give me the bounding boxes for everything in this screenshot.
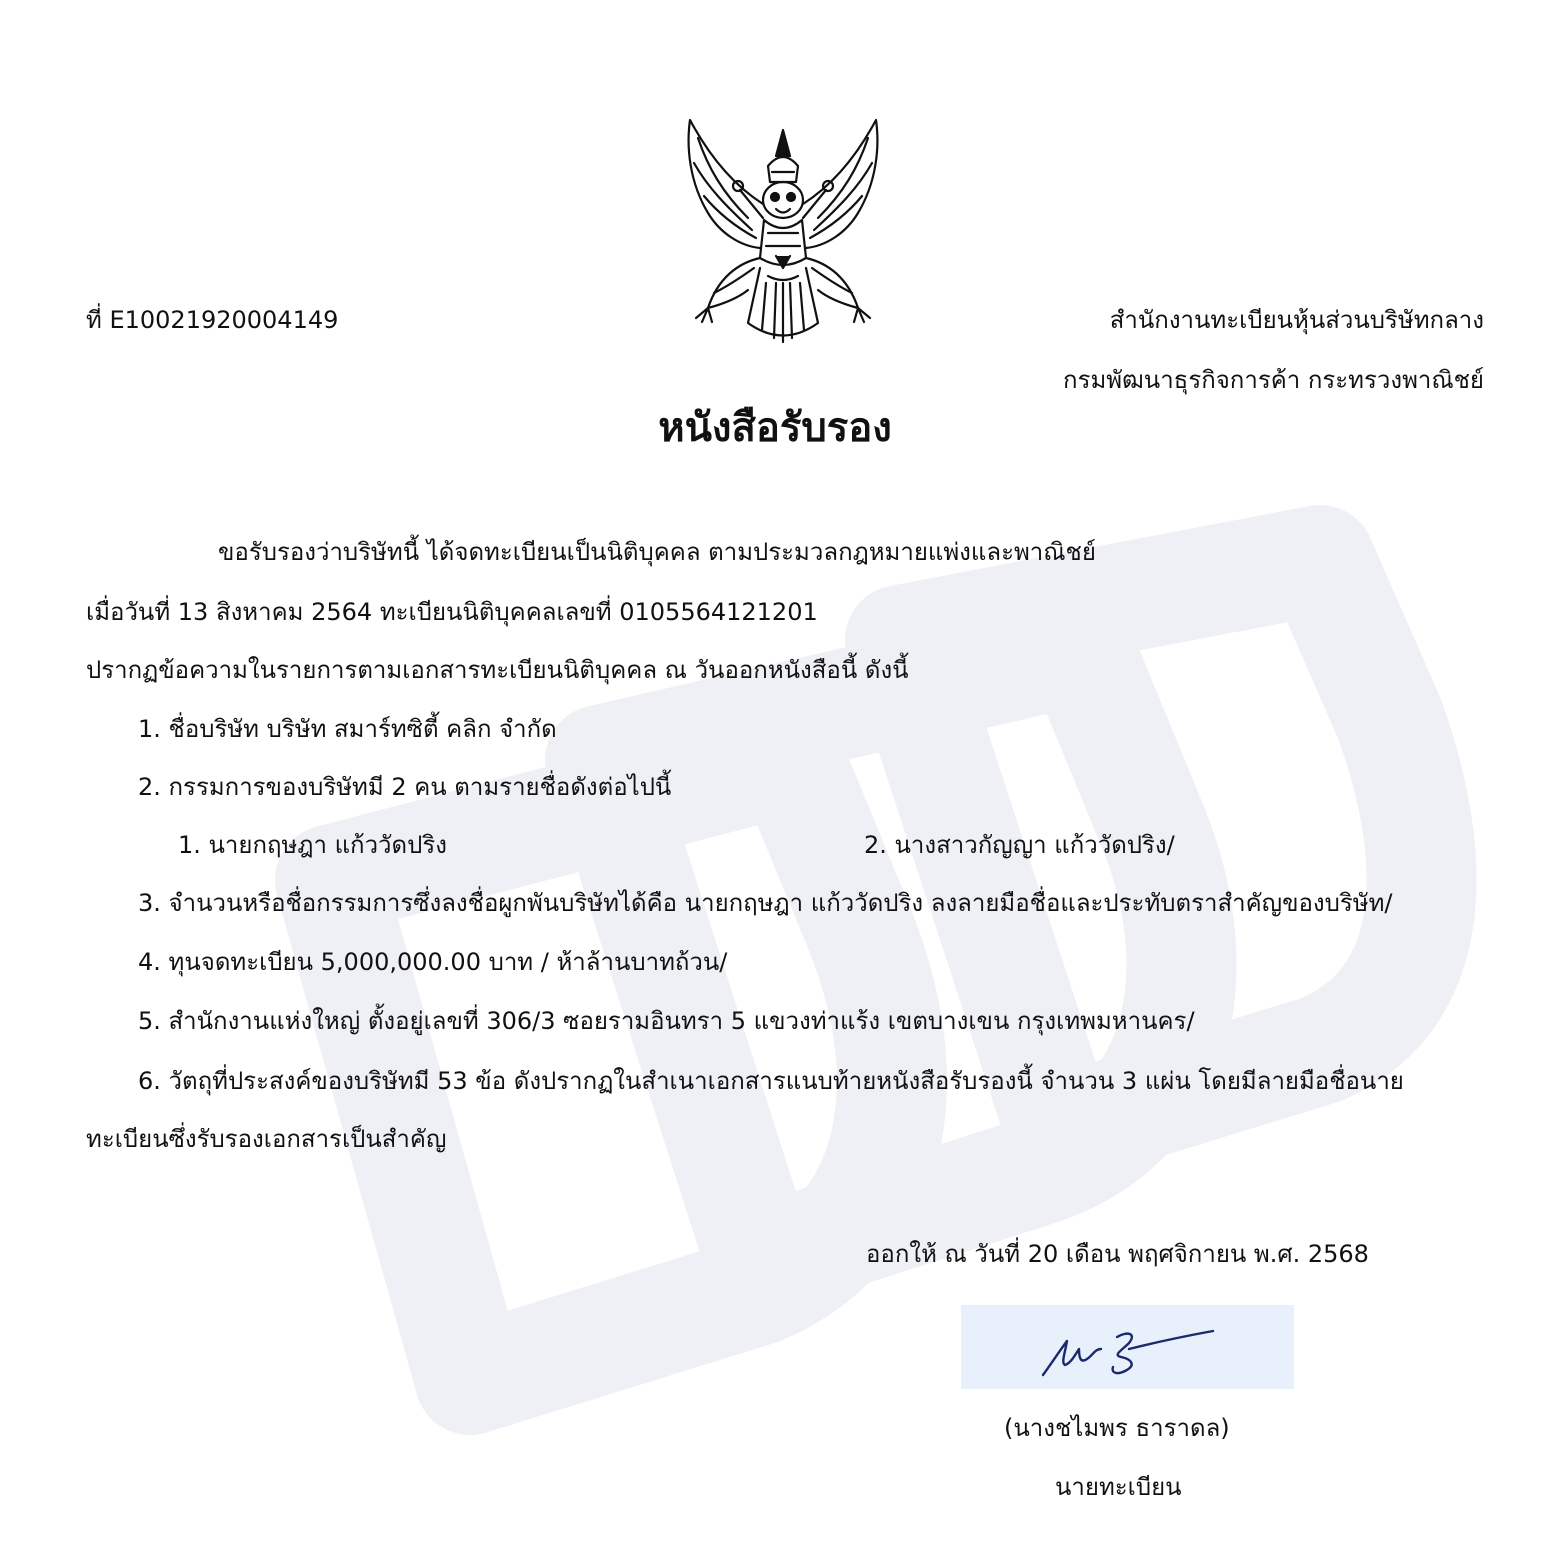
item-objectives-continued: ทะเบียนซึ่งรับรองเอกสารเป็นสำคัญ: [86, 1125, 447, 1153]
item-registered-capital: 4. ทุนจดทะเบียน 5,000,000.00 บาท / ห้าล้านบาทถ้วน/: [138, 948, 728, 976]
document-number: ที่ E10021920004149: [86, 306, 339, 334]
item-directors: 2. กรรมการของบริษัทมี 2 คน ตามรายชื่อดังต่อไปนี้: [138, 773, 672, 801]
garuda-emblem-icon: [668, 108, 898, 354]
director-2: 2. นางสาวกัญญา แก้ววัดปริง/: [864, 831, 1175, 859]
item-authorized-signatory: 3. จำนวนหรือชื่อกรรมการซึ่งลงชื่อผูกพันบริษัทได้คือ นายกฤษฎา แก้ววัดปริง ลงลายมือชื่อและประทับตราสำคัญของบริษัท/: [138, 889, 1393, 917]
item-head-office: 5. สำนักงานแห่งใหญ่ ตั้งอยู่เลขที่ 306/3 ซอยรามอินทรา 5 แขวงท่าแร้ง เขตบางเขน กรุงเทพมหานคร/: [138, 1007, 1195, 1035]
intro-line-1: ขอรับรองว่าบริษัทนี้ ได้จดทะเบียนเป็นนิติบุคคล ตามประมวลกฎหมายแพ่งและพาณิชย์: [218, 538, 1096, 566]
item-objectives: 6. วัตถุที่ประสงค์ของบริษัทมี 53 ข้อ ดังปรากฏในสำเนาเอกสารแนบท้ายหนังสือรับรองนี้ จำนวน 3 แผ่น โดยมีลายมือชื่อนาย: [138, 1067, 1404, 1095]
office-name: สำนักงานทะเบียนหุ้นส่วนบริษัทกลาง: [1109, 306, 1484, 334]
director-1: 1. นายกฤษฎา แก้ววัดปริง: [178, 831, 447, 859]
signature-box: [961, 1305, 1294, 1389]
intro-line-2: เมื่อวันที่ 13 สิงหาคม 2564 ทะเบียนนิติบุคคลเลขที่ 0105564121201: [86, 598, 818, 626]
signature-icon: [961, 1305, 1294, 1389]
document-title: หนังสือรับรอง: [658, 405, 892, 451]
registrar-title: นายทะเบียน: [1055, 1473, 1182, 1501]
registrar-name: (นางชไมพร ธาราดล): [1004, 1414, 1230, 1442]
department-name: กรมพัฒนาธุรกิจการค้า กระทรวงพาณิชย์: [1063, 366, 1484, 394]
item-company-name: 1. ชื่อบริษัท บริษัท สมาร์ทซิตี้ คลิก จำกัด: [138, 715, 557, 743]
intro-line-3: ปรากฏข้อความในรายการตามเอกสารทะเบียนนิติบุคคล ณ วันออกหนังสือนี้ ดังนี้: [86, 656, 909, 684]
issue-date: ออกให้ ณ วันที่ 20 เดือน พฤศจิกายน พ.ศ. 2568: [866, 1240, 1369, 1268]
